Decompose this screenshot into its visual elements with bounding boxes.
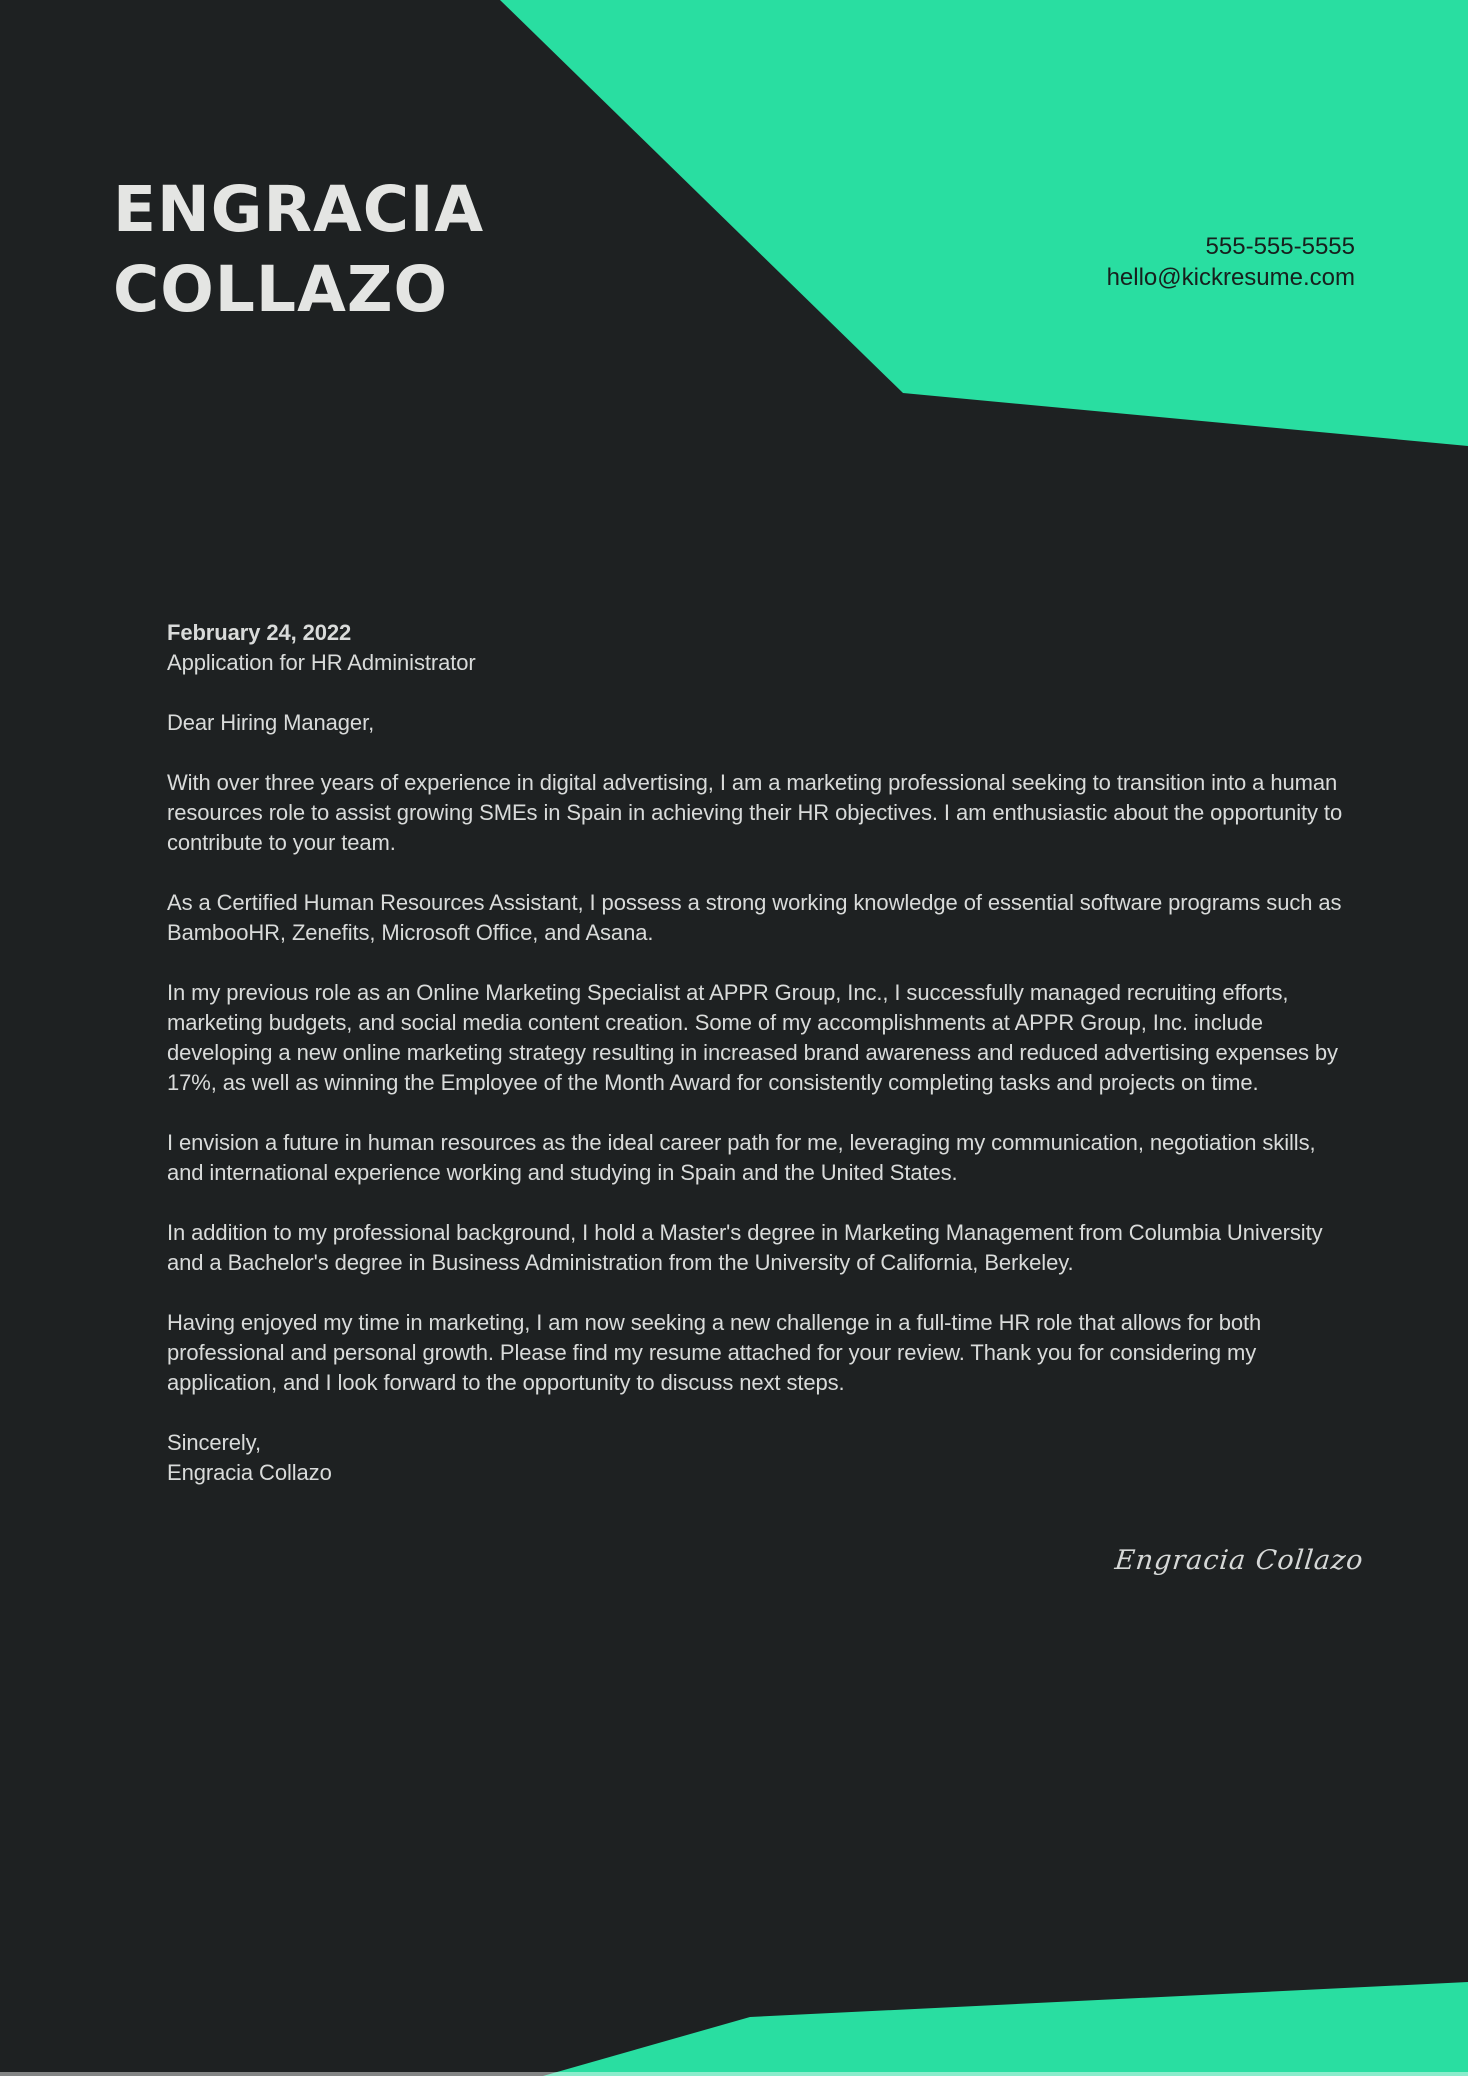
closing-name: Engracia Collazo [167,1460,332,1485]
applicant-name-line1: ENGRACIA [113,173,485,246]
applicant-name [113,170,484,330]
letter-closing [167,1428,1357,1488]
applicant-name-line2: COLLAZO [113,253,449,326]
bottom-right-green-shape [543,1982,1468,2076]
letter-salutation: Dear Hiring Manager, [167,710,375,735]
page-bottom-edge [0,2072,1468,2076]
letter-subject: Application for HR Administrator [167,650,476,675]
letter-paragraph: In my previous role as an Online Marketing Specialist at APPR Group, Inc., I successfully managed recruiting efforts, marketing budgets, and social media content creation. Some of my accomplishments at APPR Group, Inc. include developing a new online marketing strategy resulting in increased brand awareness and reduced advertising expenses by 17%, as well as winning the Employee of the Month Award for consistently completing tasks and projects on time. [167,980,1338,1095]
phone-number: 555-555-5555 [1205,233,1355,260]
letter-body [167,618,1357,1488]
letter-paragraph: In addition to my professional background, I hold a Master's degree in Marketing Management from Columbia University and a Bachelor's degree in Business Administration from the University of California, Berkeley. [167,1220,1323,1275]
handwritten-signature: Engracia Collazo [1113,1545,1366,1576]
letter-paragraph: Having enjoyed my time in marketing, I am now seeking a new challenge in a full-time HR role that allows for both professional and personal growth. Please find my resume attached for your review. Thank you for considering my application, and I look forward to the opportunity to discuss next steps. [167,1310,1262,1395]
email-address: hello@kickresume.com [1106,264,1355,291]
contact-info [1107,231,1355,293]
closing-word: Sincerely, [167,1430,261,1455]
top-right-green-shape [500,0,1468,446]
letter-paragraph: With over three years of experience in digital advertising, I am a marketing professional seeking to transition into a human resources role to assist growing SMEs in Spain in achieving their HR objectives. I am enthusiastic about the opportunity to contribute to your team. [167,770,1343,855]
letter-paragraph: As a Certified Human Resources Assistant, I possess a strong working knowledge of essential software programs such as BambooHR, Zenefits, Microsoft Office, and Asana. [167,890,1342,945]
letter-paragraph: I envision a future in human resources as the ideal career path for me, leveraging my communication, negotiation skills, and international experience working and studying in Spain and the United States. [167,1130,1316,1185]
letter-date: February 24, 2022 [167,620,352,645]
